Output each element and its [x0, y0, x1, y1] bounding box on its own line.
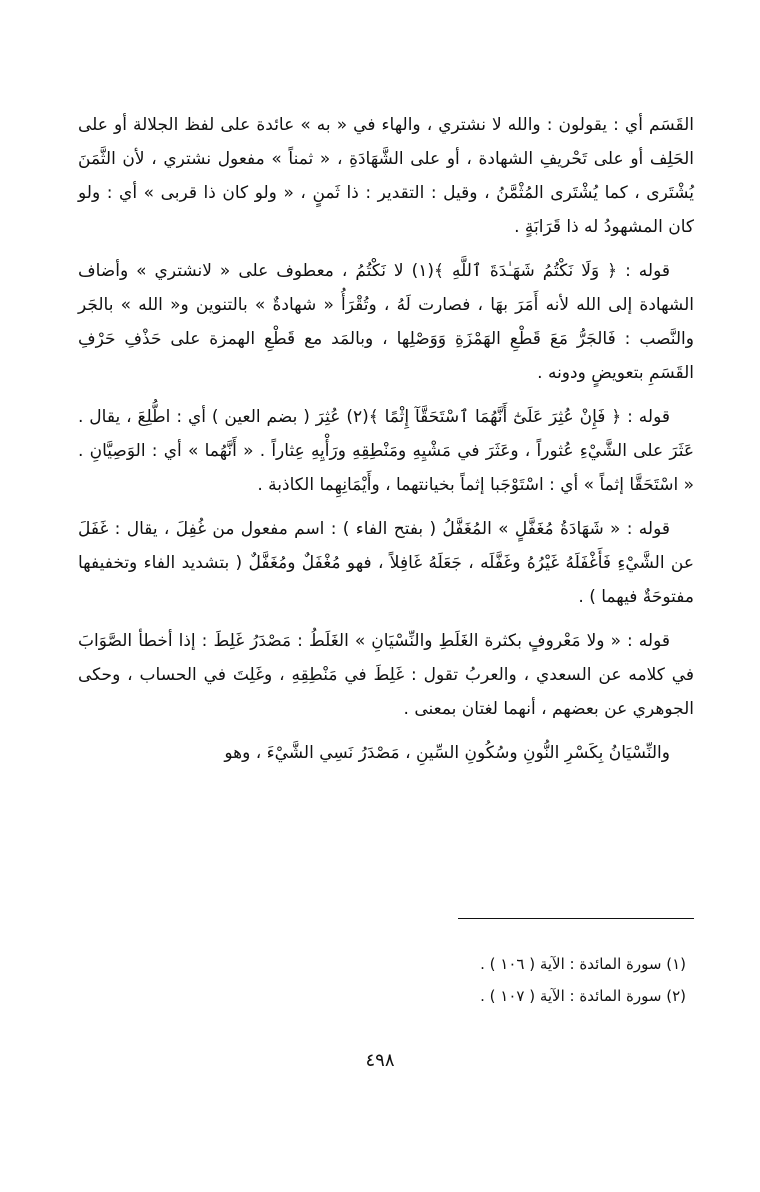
footnotes [78, 948, 686, 1012]
paragraph-5: قوله : « ولا مَعْروفٍ بكثرة الغَلَطِ والنِّسْيَانِ » الغَلَطُ : مَصْدَرُ غَلِطَ : إذا أخطأ الصَّوَابَ في كلامه عن السعدي ، والعربُ تقول : غَلِطَ في مَنْطِقِهِ ، وغَلِتَ في الحساب ، وحكى الجوهري عن بعضهم ، أنهما لغتان بمعنى . [78, 631, 694, 719]
footnote-2: (٢) سورة المائدة : الآية ( ١٠٧ ) . [480, 987, 686, 1005]
footnote-separator [458, 918, 694, 919]
paragraph-2: قوله : ﴿ وَلَا نَكْتُمُ شَهَـٰدَةَ ٱللَّهِ ﴾(١) لا نَكْتُمُ ، معطوف على « لانشتري » وأضاف الشهادة إلى الله لأنه أَمَرَ بهَا ، فصارت لَهُ ، وتُقْرَأُ « شهادةٌ » بالتنوين و« الله » بالجَر والنَّصب : فَالجَرُّ مَعَ قَطْعِ الهَمْزَةِ وَوَصْلِها ، وبالمَد مع قَطْعِ الهمزة على حَذْفِ حَرْفِ القَسَمِ بتعويضٍ ودونه . [78, 261, 694, 383]
page-number: ٤٩٨ [365, 1050, 395, 1071]
footnote-1: (١) سورة المائدة : الآية ( ١٠٦ ) . [480, 955, 686, 973]
paragraph-1: القَسَم أي : يقولون : والله لا نشتري ، والهاء في « به » عائدة على لفظ الجلالة أو على الحَلِف أو على تَحْريفِ الشهادة ، أو على الشَّهَادَةِ ، « ثمناً » مفعول نشتري ، لأن الثَّمَنَ يُشْتَرى ، كما يُشْتَرى المُثْمَّنُ ، وقيل : التقدير : ذا ثَمنٍ ، « ولو كان ذا قربى » أي : ولو كان المشهودُ له ذا قَرَابَةٍ . [78, 115, 694, 237]
body-text [78, 108, 694, 780]
paragraph-3: قوله : ﴿ فَإِنْ عُثِرَ عَلَىٰٓ أَنَّهُمَا ٱسْتَحَقَّآ إِثْمًا ﴾(٢) عُثِرَ ( بضم العين ) أي : اطُّلِعَ ، يقال . عَثَرَ على الشَّيْءِ عُثوراً ، وعَثَرَ في مَشْيِهِ ومَنْطِقِهِ ورَأْيِهِ عِثاراً . « أَنَّهُما » أي : الوَصِيَّانِ . « اسْتَحَقَّا إثماً » أي : اسْتَوْجَبا إثماً بخيانتهما ، وأَيْمَانِهِما الكاذبة . [78, 407, 694, 495]
paragraph-6: والنِّسْيَانُ بِكَسْرِ النُّونِ وسُكُونِ السِّينِ ، مَصْدَرُ نَسِي الشَّيْءَ ، وهو [224, 743, 670, 763]
paragraph-4: قوله : « شَهَادَةُ مُغَفَّلٍ » المُغَفَّلُ ( بفتح الفاء ) : اسم مفعول من غُفِلَ ، يقال : غَفَلَ عن الشَّيْءِ فَأَغْفَلَهُ غَيْرُهُ وغَفَّلَه ، جَعَلَهُ غَافِلاً ، فهو مُغْفَلٌ ومُغَفَّلٌ ( بتشديد الفاء وتخفيفها مفتوحَةٌ فيهما ) . [78, 519, 694, 607]
